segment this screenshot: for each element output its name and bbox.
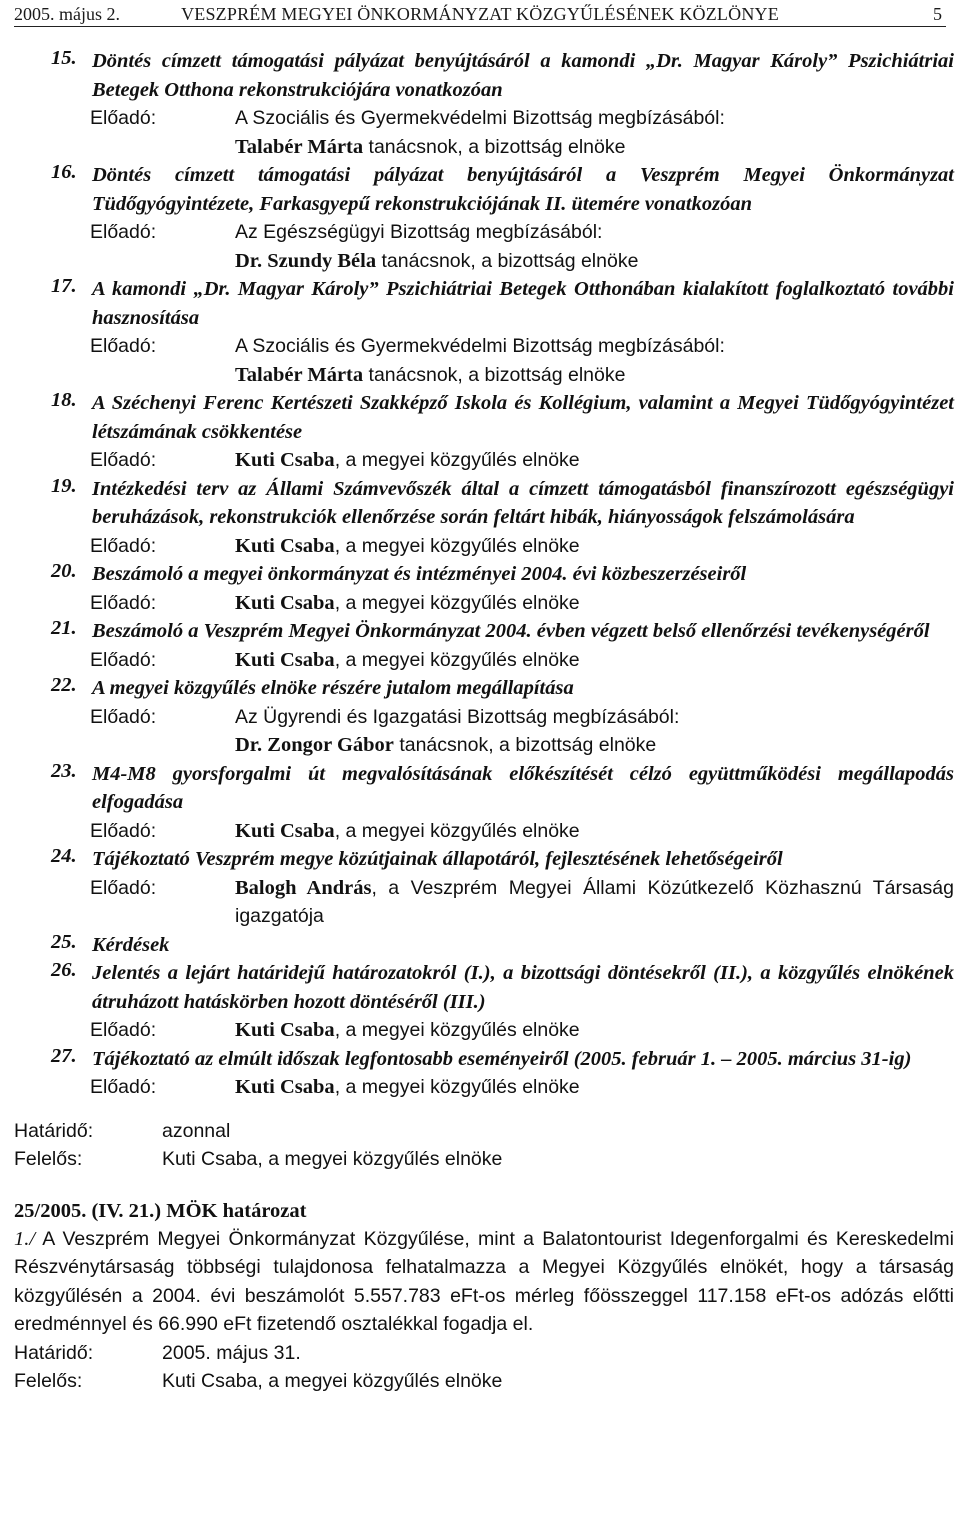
presenter-line bbox=[235, 532, 954, 561]
presenter-row bbox=[90, 646, 954, 675]
agenda-item bbox=[14, 389, 954, 475]
presenter-value bbox=[235, 446, 954, 475]
presenter-label: Előadó: bbox=[90, 1019, 157, 1041]
agenda-item-number: 17. bbox=[51, 275, 77, 297]
agenda-item-number: 23. bbox=[51, 759, 77, 782]
agenda-item bbox=[14, 1045, 954, 1102]
resolution-deadline-row bbox=[14, 1339, 954, 1367]
presenter-role: , a Veszprém Megyei Állami Közútkezelő Közhasznú Társaság igazgatója bbox=[235, 876, 954, 927]
presenter-line bbox=[235, 589, 954, 618]
agenda-item bbox=[14, 959, 954, 1045]
presenter-name: Balogh András bbox=[235, 876, 372, 899]
presenter-name: Kuti Csaba bbox=[235, 1076, 335, 1098]
presenter-value bbox=[235, 332, 954, 389]
header-title: VESZPRÉM MEGYEI ÖNKORMÁNYZAT KÖZGYŰLÉSÉNEK KÖZLÖNYE bbox=[181, 4, 779, 24]
presenter-row bbox=[90, 589, 954, 618]
agenda-item-number: 22. bbox=[51, 674, 77, 696]
presenter-label: Előadó: bbox=[90, 1076, 157, 1098]
presenter-row bbox=[90, 1073, 954, 1102]
presenter-role: , a megyei közgyűlés elnöke bbox=[334, 819, 580, 842]
presenter-line bbox=[235, 731, 954, 760]
agenda-item-title: Beszámoló a Veszprém Megyei Önkormányzat 2004. évben végzett belső ellenőrzési tevékenységéről bbox=[92, 620, 930, 642]
presenter-name: Kuti Csaba bbox=[235, 648, 335, 671]
presenter-row bbox=[90, 446, 954, 475]
presenter-line bbox=[235, 104, 954, 133]
presenter-value bbox=[235, 104, 954, 161]
presenter-line bbox=[235, 703, 954, 732]
resolution-responsible-row bbox=[14, 1367, 954, 1395]
presenter-value bbox=[235, 703, 954, 760]
presenter-line bbox=[235, 817, 954, 846]
resolution-number: 1./ bbox=[14, 1227, 36, 1250]
presenter-line bbox=[235, 646, 954, 675]
presenter-row bbox=[90, 1016, 954, 1045]
agenda-item-number: 27. bbox=[51, 1044, 77, 1067]
presenter-line bbox=[235, 874, 954, 931]
presenter-value bbox=[235, 218, 954, 275]
deadline-row-label: Határidő: bbox=[14, 1119, 94, 1142]
presenter-line bbox=[235, 332, 954, 361]
presenter-role: , a megyei közgyűlés elnöke bbox=[334, 534, 580, 557]
presenter-label: Előadó: bbox=[90, 107, 157, 129]
presenter-label: Előadó: bbox=[90, 591, 157, 614]
agenda-item-title: Kérdések bbox=[92, 933, 170, 956]
agenda-item bbox=[14, 560, 954, 617]
agenda-item-number: 15. bbox=[51, 47, 77, 69]
presenter-line bbox=[235, 446, 954, 475]
presenter-role: , a megyei közgyűlés elnöke bbox=[334, 1076, 580, 1098]
resolution-responsible-row-value: Kuti Csaba, a megyei közgyűlés elnöke bbox=[162, 1369, 503, 1392]
presenter-line bbox=[235, 1016, 954, 1045]
presenter-role: tanácsnok, a bizottság elnöke bbox=[363, 135, 626, 158]
agenda-item bbox=[14, 475, 954, 561]
agenda-item-title: Intézkedési terv az Állami Számvevőszék által a címzett támogatásból finanszírozott egészségügyi beruházások, rekonstrukciók ellenőrzése során feltárt hibák, hiányosságok felszámolására bbox=[92, 477, 954, 528]
presenter-role: , a megyei közgyűlés elnöke bbox=[334, 1019, 580, 1041]
presenter-row bbox=[90, 104, 954, 161]
presenter-name: Kuti Csaba bbox=[235, 1019, 335, 1041]
presenter-role: , a megyei közgyűlés elnöke bbox=[334, 648, 580, 671]
presenter-value bbox=[235, 874, 954, 931]
presenter-row bbox=[90, 532, 954, 561]
resolution-deadline-row-value: 2005. május 31. bbox=[162, 1341, 301, 1364]
presenter-line bbox=[235, 133, 954, 162]
presenter-value bbox=[235, 589, 954, 618]
resolution-responsible-row-label: Felelős: bbox=[14, 1369, 83, 1392]
agenda-item-number: 18. bbox=[51, 389, 77, 411]
presenter-label: Előadó: bbox=[90, 335, 157, 357]
agenda-item-number: 26. bbox=[51, 959, 77, 981]
resolution-text bbox=[14, 1225, 954, 1339]
agenda-item-title: Döntés címzett támogatási pályázat benyújtásáról a kamondi „Dr. Magyar Károly” Pszichiátriai Betegek Otthona rekonstrukciójára vonatkozóan bbox=[92, 50, 954, 101]
presenter-name: Dr. Szundy Béla bbox=[235, 249, 377, 272]
agenda-item-title: A Széchenyi Ferenc Kertészeti Szakképző Iskola és Kollégium, valamint a Megyei Tüdőgyógyintézet létszámának csökkentése bbox=[92, 392, 954, 443]
presenter-row bbox=[90, 817, 954, 846]
agenda-item bbox=[14, 931, 954, 960]
presenter-name: Kuti Csaba bbox=[235, 449, 335, 471]
presenter-value bbox=[235, 817, 954, 846]
agenda-item-number: 25. bbox=[51, 930, 77, 953]
agenda-item bbox=[14, 674, 954, 760]
presenter-value bbox=[235, 1073, 954, 1102]
presenter-label: Előadó: bbox=[90, 876, 157, 899]
header-date: 2005. május 2. bbox=[14, 4, 120, 24]
presenter-role: , a megyei közgyűlés elnöke bbox=[334, 449, 580, 471]
agenda-content bbox=[14, 47, 954, 1395]
presenter-name: Talabér Márta bbox=[235, 135, 364, 158]
presenter-role: tanácsnok, a bizottság elnöke bbox=[376, 249, 639, 272]
agenda-item-title: Beszámoló a megyei önkormányzat és intézményei 2004. évi közbeszerzéseiről bbox=[92, 563, 747, 585]
responsible-row bbox=[14, 1145, 954, 1173]
presenter-line bbox=[235, 1073, 954, 1102]
presenter-row bbox=[90, 332, 954, 389]
presenter-label: Előadó: bbox=[90, 221, 157, 243]
agenda-item-number: 16. bbox=[51, 161, 77, 183]
presenter-label: Előadó: bbox=[90, 534, 157, 557]
presenter-row bbox=[90, 874, 954, 931]
presenter-value bbox=[235, 532, 954, 561]
agenda-item bbox=[14, 275, 954, 389]
agenda-item-title: Döntés címzett támogatási pályázat benyújtásáról a Veszprém Megyei Önkormányzat Tüdőgyógyintézete, Farkasgyepű rekonstrukciójának II. ütemére vonatkozóan bbox=[92, 164, 954, 215]
presenter-row bbox=[90, 703, 954, 760]
responsible-row-label: Felelős: bbox=[14, 1147, 83, 1170]
presenter-line bbox=[235, 247, 954, 276]
agenda-item-title: M4-M8 gyorsforgalmi út megvalósításának előkészítését célzó együttműködési megállapodás elfogadása bbox=[92, 762, 954, 813]
presenter-role: , a megyei közgyűlés elnöke bbox=[334, 591, 580, 614]
presenter-label: Előadó: bbox=[90, 648, 157, 671]
resolution-deadline-row-label: Határidő: bbox=[14, 1341, 94, 1364]
responsible-row-value: Kuti Csaba, a megyei közgyűlés elnöke bbox=[162, 1147, 503, 1170]
resolution-body: A Veszprém Megyei Önkormányzat Közgyűlése, mint a Balatontourist Idegenforgalmi és Kereskedelmi Részvénytársaság többségi tulajdonosa felhatalmazza a Megyei Közgyűlés elnökét, hogy a társaság közgyűlésén a 2004. évi beszámolót 5.557.783 eFt-os mérleg főösszeggel 117.158 eFt-os adózás előtti eredménnyel és 66.990 eFt fizetendő osztalékkal fogadja el. bbox=[14, 1227, 954, 1335]
agenda-item-title: A kamondi „Dr. Magyar Károly” Pszichiátriai Betegek Otthonában kialakított foglalkoztató további hasznosítása bbox=[92, 278, 954, 329]
resolution-title: 25/2005. (IV. 21.) MÖK határozat bbox=[14, 1199, 307, 1222]
agenda-item bbox=[14, 760, 954, 846]
presenter-role: Az Egészségügyi Bizottság megbízásából: bbox=[235, 221, 603, 243]
agenda-item-title: Tájékoztató az elmúlt időszak legfontosabb eseményeiről (2005. február 1. – 2005. március 31-ig) bbox=[92, 1047, 912, 1070]
page-number: 5 bbox=[933, 4, 942, 24]
agenda-item-title: A megyei közgyűlés elnöke részére jutalom megállapítása bbox=[92, 677, 574, 699]
page-header bbox=[14, 2, 946, 27]
agenda-item-number: 24. bbox=[51, 845, 77, 867]
agenda-item-title: Tájékoztató Veszprém megye közútjainak állapotáról, fejlesztésének lehetőségeiről bbox=[92, 848, 783, 870]
agenda-item-number: 19. bbox=[51, 474, 77, 497]
presenter-role: tanácsnok, a bizottság elnöke bbox=[363, 363, 626, 386]
presenter-name: Kuti Csaba bbox=[235, 819, 335, 842]
presenter-line bbox=[235, 361, 954, 390]
presenter-line bbox=[235, 218, 954, 247]
deadline-row-value: azonnal bbox=[162, 1119, 231, 1142]
agenda-item bbox=[14, 617, 954, 674]
agenda-item-number: 21. bbox=[51, 617, 77, 639]
agenda-item-title: Jelentés a lejárt határidejű határozatokról (I.), a bizottsági döntésekről (II.), a közgyűlés elnökének átruházott hatáskörben hozott döntéséről (III.) bbox=[92, 962, 954, 1013]
spacer bbox=[14, 1102, 954, 1117]
presenter-role: Az Ügyrendi és Igazgatási Bizottság megbízásából: bbox=[235, 705, 680, 728]
agenda-item-number: 20. bbox=[51, 560, 77, 582]
presenter-name: Talabér Márta bbox=[235, 363, 364, 386]
agenda-item bbox=[14, 47, 954, 161]
presenter-row bbox=[90, 218, 954, 275]
presenter-label: Előadó: bbox=[90, 449, 157, 471]
presenter-value bbox=[235, 1016, 954, 1045]
presenter-label: Előadó: bbox=[90, 705, 157, 728]
presenter-label: Előadó: bbox=[90, 819, 157, 842]
presenter-role: A Szociális és Gyermekvédelmi Bizottság megbízásából: bbox=[235, 107, 725, 129]
presenter-value bbox=[235, 646, 954, 675]
presenter-name: Kuti Csaba bbox=[235, 591, 335, 614]
presenter-name: Kuti Csaba bbox=[235, 534, 335, 557]
spacer bbox=[14, 1173, 954, 1197]
presenter-role: tanácsnok, a bizottság elnöke bbox=[393, 734, 657, 756]
agenda-item bbox=[14, 161, 954, 275]
agenda-item bbox=[14, 845, 954, 931]
presenter-role: A Szociális és Gyermekvédelmi Bizottság megbízásából: bbox=[235, 335, 725, 357]
presenter-name: Dr. Zongor Gábor bbox=[235, 734, 394, 756]
deadline-row bbox=[14, 1117, 954, 1145]
